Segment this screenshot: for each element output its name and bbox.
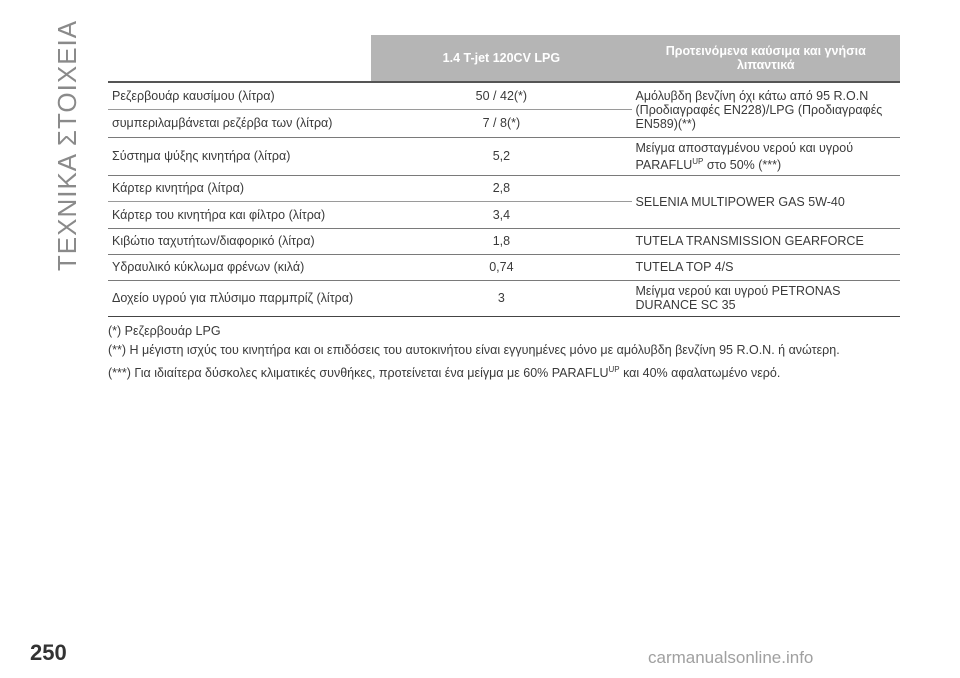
row-item: Κιβώτιο ταχυτήτων/διαφορικό (λίτρα) xyxy=(112,234,315,249)
row-item: Υδραυλικό κύκλωμα φρένων (κιλά) xyxy=(112,260,305,275)
coolant-spec-cell xyxy=(632,137,900,175)
section-side-title xyxy=(48,19,88,271)
brake-fluid-cell: TUTELA TOP 4/S xyxy=(635,260,734,275)
fuel-spec-line3: EN589)(**) xyxy=(635,116,696,131)
table-row xyxy=(108,82,900,109)
page-number: 250 xyxy=(30,640,67,665)
coolant-brand-sup: UP xyxy=(692,156,704,166)
footnotes xyxy=(108,322,900,383)
coolant-ratio: στο 50% (***) xyxy=(703,157,782,172)
washer-line2: DURANCE SC 35 xyxy=(635,298,736,313)
washer-fluid-cell xyxy=(632,280,900,316)
row-value: 3 xyxy=(497,291,505,306)
row-value: 0,74 xyxy=(489,260,514,275)
table-header-row xyxy=(108,35,900,82)
row-value: 1,8 xyxy=(492,234,511,249)
row-item: Ρεζερβουάρ καυσίμου (λίτρα) xyxy=(112,88,275,103)
section-title-text: ΤΕΧΝΙΚΑ ΣΤΟΙΧΕΙΑ xyxy=(52,19,83,271)
row-item: Δοχείο υγρού για πλύσιμο παρμπρίζ (λίτρα) xyxy=(112,291,354,306)
row-value: 50 / 42(*) xyxy=(475,88,528,103)
header-fuel-lubricants xyxy=(632,35,900,82)
fluids-capacity-table xyxy=(108,35,900,317)
header-fuel-line2: λιπαντικά xyxy=(736,58,795,72)
header-engine: 1.4 T-jet 120CV LPG xyxy=(371,35,631,82)
row-value: 2,8 xyxy=(492,181,511,196)
row-item: Κάρτερ του κινητήρα και φίλτρο (λίτρα) xyxy=(112,207,326,222)
table-row xyxy=(108,254,900,280)
footnote-3-end: και 40% αφαλατωμένο νερό. xyxy=(619,366,781,381)
row-value: 7 / 8(*) xyxy=(482,116,521,130)
row-value: 5,2 xyxy=(492,149,511,164)
table-row xyxy=(108,137,900,175)
footnote-2: (**) Η μέγιστη ισχύς του κινητήρα και οι επιδόσεις του αυτοκινήτου είναι εγγυημένες μόνο με αμόλυβδη βενζίνη 95 R.O.N. ή ανώτερη. xyxy=(108,343,840,357)
engine-oil-cell: SELENIA MULTIPOWER GAS 5W-40 xyxy=(635,194,845,209)
fuel-spec-cell xyxy=(632,82,900,137)
row-item: συμπεριλαμβάνεται ρεζέρβα των (λίτρα) xyxy=(112,116,333,130)
table-row xyxy=(108,175,900,201)
table-row xyxy=(108,280,900,316)
footnote-1: (*) Ρεζερβουάρ LPG xyxy=(108,324,221,338)
gearbox-oil-cell: TUTELA TRANSMISSION GEARFORCE xyxy=(635,234,864,249)
footnote-3-sup: UP xyxy=(608,365,620,374)
header-blank-cell xyxy=(108,35,371,82)
table-row xyxy=(108,228,900,254)
fuel-spec-line1: Αμόλυβδη βενζίνη όχι κάτω από 95 R.O.N xyxy=(635,88,869,103)
coolant-line1: Μείγμα αποσταγμένου νερού και υγρού xyxy=(635,140,854,155)
row-item: Κάρτερ κινητήρα (λίτρα) xyxy=(112,181,244,196)
header-fuel-line1: Προτεινόμενα καύσιμα και γνήσια xyxy=(665,44,866,58)
site-watermark: carmanualsonline.info xyxy=(648,648,814,667)
row-value: 3,4 xyxy=(492,207,511,222)
row-item: Σύστημα ψύξης κινητήρα (λίτρα) xyxy=(112,149,291,164)
fuel-spec-line2: (Προδιαγραφές EN228)/LPG (Προδιαγραφές xyxy=(635,102,883,117)
washer-line1: Μείγμα νερού και υγρού PETRONAS xyxy=(635,284,841,299)
footnote-3-text: (***) Για ιδιαίτερα δύσκολες κλιματικές συνθήκες, προτείνεται ένα μείγμα με 60% PARAFLU xyxy=(108,366,609,381)
footnote-3 xyxy=(108,360,900,383)
coolant-brand: PARAFLU xyxy=(635,157,693,172)
